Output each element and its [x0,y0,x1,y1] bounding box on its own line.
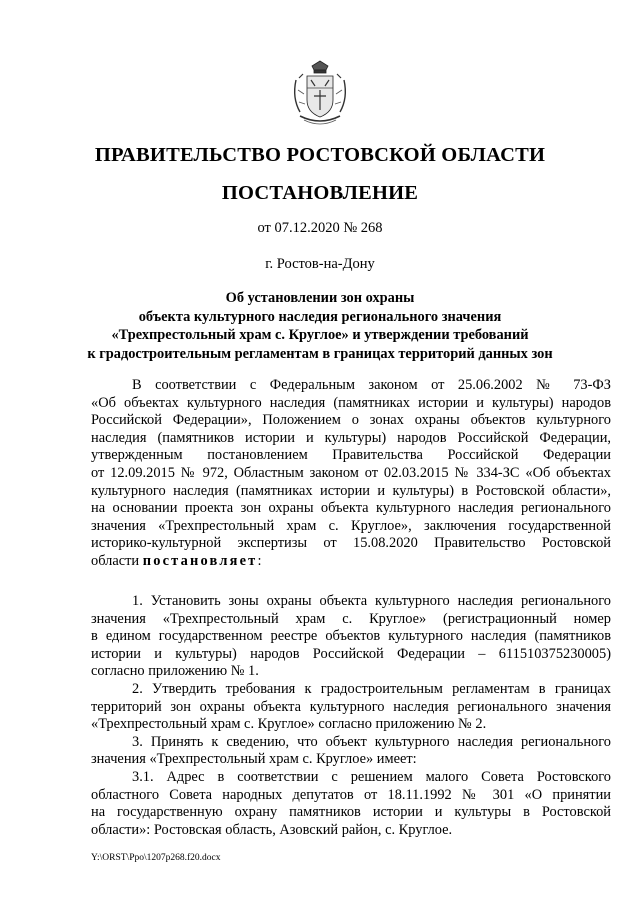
text-line: значения «Трехпрестольный храм с. Круглое», заключения государственной [91,517,611,534]
text-line: культурного наследия (памятниках истории и культуры) в Ростовской области», [91,482,611,499]
text-line: 2. Утвердить требования к градостроительным регламентам в границах [132,680,611,697]
text-line: территорий зон охраны объекта культурного наследия регионального значения [91,698,611,715]
text-line: 3. Принять к сведению, что объект культурного наследия регионального [132,733,611,750]
decree-word: постановляет [142,552,258,569]
text-line: историко-культурной экспертизы от 15.08.2020 Правительство Ростовской [91,535,611,552]
text-line: 3.1. Адрес в соответствии с решением малого Совета Ростовского [132,768,611,785]
preamble-paragraph [91,377,611,571]
government-name: ПРАВИТЕЛЬСТВО РОСТОВСКОЙ ОБЛАСТИ [94,144,546,166]
decree-items [91,593,611,839]
text-line: 1. Установить зоны охраны объекта культурного наследия регионального [132,593,611,609]
text-line: в едином государственном реестре объектов культурного наследия (памятников [91,628,611,645]
title-line: Об установлении зон охраны [225,290,415,306]
text-line: согласно приложению № 1. [91,663,259,680]
city: г. Ростов-на-Дону [265,256,375,272]
document-type: ПОСТАНОВЛЕНИЕ [221,182,419,204]
text-line: истории и культуры) народов Российской Федерации – 611510375230005) [91,645,611,662]
title-line: «Трехпрестольный храм с. Круглое» и утверждении требований [111,327,529,343]
text-line: на основании проекта зон охраны объекта культурного наследия регионального [91,500,611,517]
date-and-number: от 07.12.2020 № 268 [257,220,383,236]
document-title [0,289,640,363]
text-line: области»: Ростовская область, Азовский район, с. Круглое. [91,821,453,838]
title-line: объекта культурного наследия регионального значения [138,308,502,325]
text-line: значения «Трехпрестольный храм с. Круглое» (регистрационный номер [91,610,611,627]
text-line: В соответствии с Федеральным законом от 25.06.2002 № 73-ФЗ [132,377,611,393]
text-line: утвержденным постановлением Правительства Российской Федерации [91,447,611,464]
file-path-footer: Y:\ORST\Ppo\1207p268.f20.docx [91,853,221,863]
text-line [91,553,611,571]
text-line: от 12.09.2015 № 972, Областным законом от 02.03.2015 № 334-ЗС «Об объектах [91,464,611,481]
text-line: значения «Трехпрестольный храм с. Круглое» имеет: [91,751,417,768]
text-line: на государственную охрану памятников истории и культуры в Ростовской [91,804,611,821]
text-fragment: области [91,552,143,569]
text-fragment: : [257,552,262,569]
rostov-oblast-coat-of-arms [290,60,350,130]
text-line: «Трехпрестольный храм с. Круглое» согласно приложению № 2. [91,716,487,733]
text-line: областного Совета народных депутатов от 18.11.1992 № 301 «О принятии [91,786,611,803]
text-line: наследия (памятников истории и культуры) народов Российской Федерации, [91,429,611,446]
text-line: Российской Федерации», Положением о зонах охраны объектов культурного [91,412,611,429]
text-line: «Об объектах культурного наследия (памятниках истории и культуры) народов [91,394,611,411]
title-line: к градостроительным регламентам в границах территорий данных зон [87,345,553,362]
